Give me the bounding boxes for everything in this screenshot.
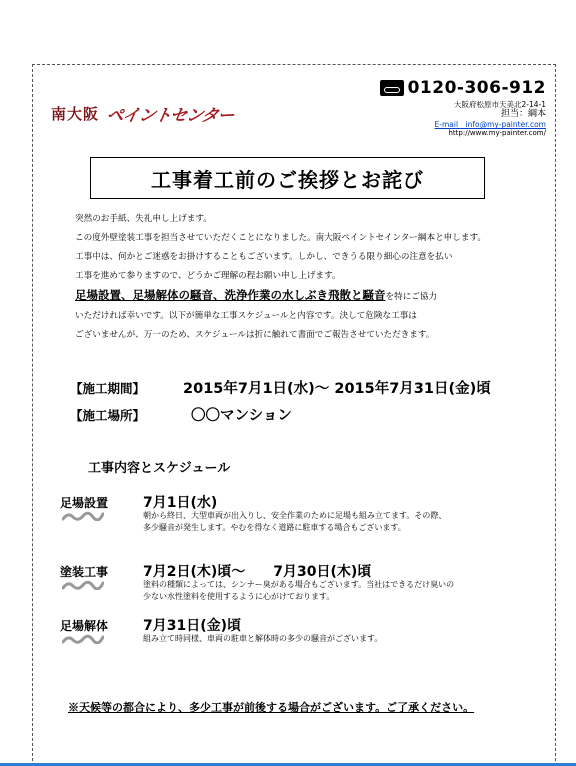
schedule-desc-line: 多少騒音が発生します。やむを得なく道路に駐車する場合もございます。 [143,522,406,532]
weather-note: ※天候等の都合により、多少工事が前後する場合がございます。ご了承ください。 [68,701,475,714]
page-title: 工事着工前のご挨拶とお詫び [151,167,424,192]
schedule-desc-line: 組み立て時同様、車両の駐車と解体時の多少の騒音がございます。 [143,634,383,643]
intro-line: 工事を進めて参りますので、どうかご理解の程お願い申し上げます。 [75,271,341,281]
schedule-item-name: 足場解体 [60,619,109,633]
schedule-item-desc [143,579,454,602]
contact-block [380,78,546,138]
place-label: 【施工場所】 [70,408,146,423]
schedule-item-name: 塗装工事 [60,565,109,579]
brush-stroke-icon [62,634,104,644]
phone-number: 0120-306-912 [407,78,546,98]
schedule-desc-line: 朝から終日、大型車両が出入りし、安全作業のために足場も組み立てます。その際、 [143,511,447,520]
schedule-item-desc [143,510,446,533]
period-label: 【施工期間】 [70,381,146,396]
schedule-desc-line: 塗料の種類によっては、シンナー臭がある場合もございます。当社はできるだけ臭いの [143,580,455,589]
intro-line [75,286,545,307]
brush-stroke-icon [62,580,104,590]
schedule-heading: 工事内容とスケジュール [88,461,231,476]
intro-text [75,210,545,345]
period-value: 2015年7月1日(水)～ 2015年7月31日(金)頃 [183,381,491,397]
schedule-item-date: 7月1日(水) [143,495,218,511]
contact-person: 担当：綱本 [500,109,546,120]
work-place [70,404,292,425]
schedule-item-desc [143,633,382,645]
schedule-item-date: 7月2日(木)頃～ 7月30日(木)頃 [143,564,372,580]
intro-line-rest: を特にご協力 [385,292,438,302]
company-logo: ペイントセンター [104,106,236,126]
noise-highlight: 足場設置、足場解体の騒音、洗浄作業の水しぶき飛散と騒音 [75,288,386,302]
brush-stroke-icon [62,511,104,521]
intro-line: 突然のお手紙、失礼申し上げます。 [75,214,212,224]
address: 大阪府松原市天美北2-14-1 [454,100,546,110]
email-link[interactable]: E-mail info@my-painter.com [434,120,546,130]
work-period [70,377,491,398]
website-url[interactable]: http://www.my-painter.com/ [448,129,546,138]
phone-row [380,78,546,98]
free-dial-icon [380,80,404,96]
intro-line: この度外壁塗装工事を担当させていただくことになりました。南大阪ペイントセインター綱本と申します。 [75,233,486,243]
title-box [90,157,485,199]
schedule-item-name: 足場設置 [60,496,109,510]
schedule-item-date: 7月31日(金)頃 [143,618,242,634]
intro-line: ございませんが、万一のため、スケジュールは折に触れて書面でご報告させていただきます。 [75,330,435,340]
company-name: 南大阪 [51,105,100,123]
intro-line: いただければ幸いです。以下が簡単な工事スケジュールと内容です。決して危険な工事は [75,311,417,321]
intro-line: 工事中は、何かとご迷惑をお掛けすることもございます。しかし、できうる限り細心の注意を払い [75,252,453,262]
company-brand [51,101,234,126]
schedule-desc-line: 少ない水性塗料を使用するように心がけております。 [143,591,335,601]
place-value: 〇〇マンション [191,408,292,424]
